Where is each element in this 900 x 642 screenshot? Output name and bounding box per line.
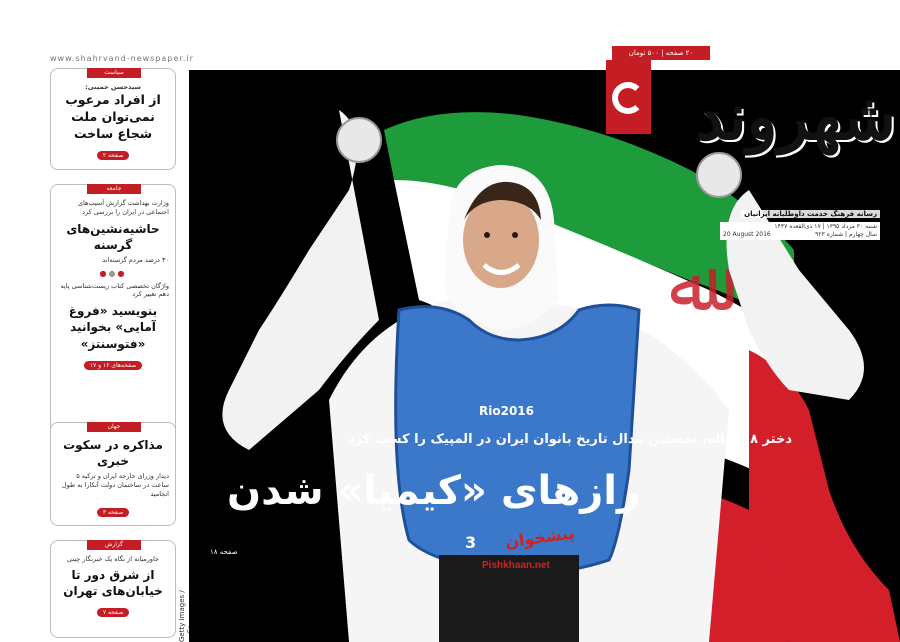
watermark-fa: پیشخوان (504, 523, 576, 552)
page-ref: صفحه ۷ (97, 608, 129, 617)
sidebar-card-report[interactable] (50, 540, 176, 638)
lead-headline[interactable]: رازهای «کیمیا» شدن (226, 468, 640, 514)
section-tag: جهان (87, 422, 141, 432)
separator-dots: ●●● (99, 268, 127, 278)
page-ref: صفحه ۳ (97, 508, 129, 517)
page-ref: صفحه ۲ (97, 151, 129, 160)
card-headline: حاشیه‌نشین‌های گرسنه (66, 221, 160, 252)
red-crescent-block (606, 60, 651, 134)
newspaper-logo[interactable]: شهروند (695, 80, 896, 155)
card-kicker: خاورمیانه از نگاه یک خبرنگار چینی (66, 555, 160, 563)
card-kicker: وزارت بهداشت گزارش آسیب‌های اجتماعی در ایران را بررسی کرد (77, 199, 169, 216)
sidebar (50, 68, 176, 638)
card-headline-2: بنویسید «فروغ آمایی» بخوانید «فتوسنتز» (68, 304, 158, 351)
section-tag: گزارش (87, 540, 141, 550)
lead-page-ref: صفحه ۱۸ (210, 548, 238, 556)
card-headline: از شرق دور تا خیابان‌های تهران (63, 567, 163, 598)
lead-subhead: دختر ۱۸ ساله، نخستین مدال تاریخ بانوان ایران در المپیک را کسب کرد (348, 432, 792, 447)
slogan: رسانه فرهنگ خدمت داوطلبانه ایرانیان (741, 210, 880, 218)
page-ref: صفحه‌های ۱۶ و ۱۷ (84, 361, 142, 370)
card-headline: مذاکره در سکوت خبری (63, 438, 163, 469)
watermark-en: Pishkhaan.net (482, 560, 550, 571)
vest-number: 3 (465, 533, 477, 552)
dateline (720, 222, 880, 240)
section-tag: جامعه (87, 184, 141, 194)
sidebar-card-world[interactable] (50, 422, 176, 526)
card-headline: از افراد مرعوب نمی‌توان ملت شجاع ساخت (65, 91, 161, 141)
card-body: ۳۰ درصد مردم گرسنه‌اند (102, 255, 169, 264)
masthead (606, 46, 900, 246)
date-english: 20 August 2016 (723, 230, 771, 238)
sidebar-card-politics[interactable] (50, 68, 176, 170)
svg-text:ﷲ: ﷲ (669, 245, 711, 327)
date-persian: شنبه ۳۰ مرداد ۱۳۹۵ | ۱۷ ذی‌القعده ۱۴۳۷ (774, 223, 877, 230)
card-body: دیدار وزرای خارجه ایران و ترکیه ۵ ساعت در ساختمان دولت آنکارا به طول انجامید (61, 472, 169, 498)
card-kicker: سیدحسن خمینی: (85, 83, 141, 91)
vest-logo-text: Rio2016 (479, 404, 534, 418)
site-url[interactable]: www.shahrvand-newspaper.ir (50, 54, 194, 63)
card-kicker-2: واژگان تخصصی کتاب زیست‌شناسی پایه دهم تغییر کرد (60, 281, 169, 299)
section-tag: سیاست (87, 68, 141, 78)
price-banner: ۲۰ صفحه | ۵۰۰ تومان (612, 46, 710, 60)
issue-number: سال چهارم | شماره ۹۲۳ (815, 230, 877, 238)
photo-credit: Getty Images / (178, 590, 186, 642)
red-crescent-icon (612, 82, 644, 114)
